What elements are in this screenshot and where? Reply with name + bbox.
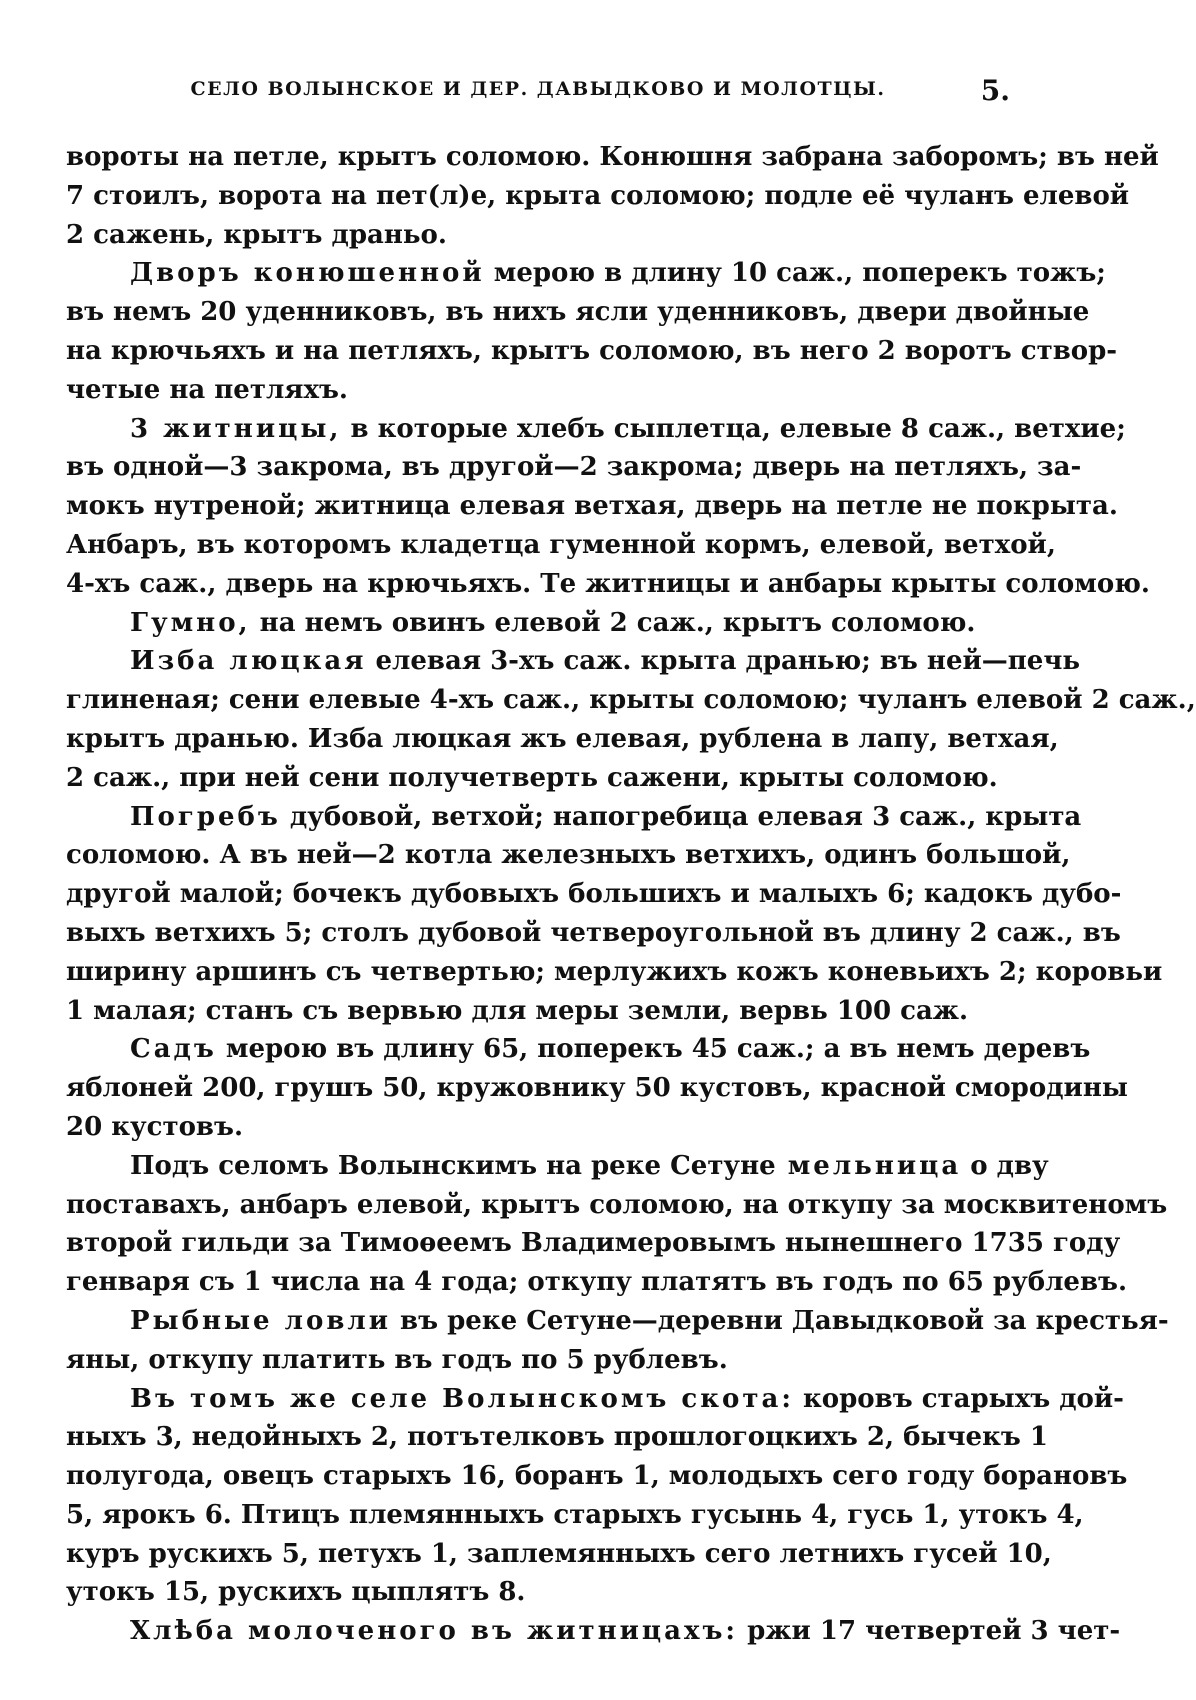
text-line: 7 стоилъ, ворота на пет(л)е, крыта соломою; подле её чуланъ елевой <box>66 180 1130 211</box>
paragraph-lead: Погребъ <box>130 801 281 832</box>
paragraph <box>66 1030 1128 1146</box>
text-line: Дворъ конюшенной мерою в длину 10 саж., поперекъ тожъ; <box>130 258 1106 289</box>
text-line: второй гильди за Тимоѳеемъ Владимеровымъ нынешнего 1735 году <box>66 1228 1121 1259</box>
text-line: 3 житницы, в которые хлебъ сыплетца, елевые 8 саж., ветхие; <box>130 413 1126 444</box>
text-line: другой малой; бочекъ дубовыхъ большихъ и малыхъ 6; кадокъ дубо- <box>66 879 1122 910</box>
text-line: куръ рускихъ 5, петухъ 1, заплемянныхъ сего летнихъ гусей 10, <box>66 1538 1052 1569</box>
paragraph-lead: Подъ селомъ Волынскимъ на реке Сетуне <box>130 1150 776 1181</box>
text-line: въ немъ 20 уденниковъ, въ нихъ ясли уденниковъ, двери двойные <box>66 297 1090 328</box>
text-line: глиненая; сени елевые 4-хъ саж., крыты соломою; чуланъ елевой 2 саж., <box>66 685 1196 716</box>
paragraph <box>66 604 1010 643</box>
paragraph <box>66 642 1196 797</box>
text-line: ширину аршинъ съ четвертью; мерлужихъ кожъ коневьихъ 2; коровьи <box>66 956 1163 987</box>
running-head: СЕЛО ВОЛЫНСКОЕ И ДЕР. ДАВЫДКОВО И МОЛОТЦЫ. <box>190 78 886 100</box>
paragraph <box>66 138 1159 254</box>
text-line: Садъ мерою въ длину 65, поперекъ 45 саж.; а въ немъ деревъ <box>130 1034 1091 1065</box>
page-header <box>66 74 1010 118</box>
text-line: генваря съ 1 числа на 4 года; откупу платятъ въ годъ по 65 рублевъ. <box>66 1267 1128 1298</box>
paragraph-lead: Садъ <box>130 1034 217 1065</box>
text-line: яны, откупу платить въ годъ по 5 рублевъ. <box>66 1344 728 1375</box>
paragraph <box>66 1302 1169 1380</box>
text-line: 5, ярокъ 6. Птицъ племянныхъ старыхъ гусынь 4, гусь 1, утокъ 4, <box>66 1499 1084 1530</box>
text-line: Хлѣба молоченого въ житницахъ: ржи 17 четвертей 3 чет- <box>130 1616 1121 1647</box>
text-line: Рыбные ловли въ реке Сетуне—деревни Давыдковой за крестья- <box>130 1305 1169 1336</box>
text-line: соломою. А въ ней—2 котла железныхъ ветхихъ, одинъ большой, <box>66 840 1071 871</box>
text-line: 1 малая; станъ съ вервью для меры земли, вервь 100 саж. <box>66 995 969 1026</box>
paragraph <box>66 410 1150 604</box>
paragraph-lead: Дворъ конюшенной <box>130 258 485 289</box>
text-line: въ одной—3 закрома, въ другой—2 закрома; дверь на петляхъ, за- <box>66 452 1082 483</box>
text-line: яблоней 200, грушъ 50, кружовнику 50 кустовъ, красной смородины <box>66 1073 1128 1104</box>
paragraph-lead: Хлѣба молоченого въ житницахъ: <box>130 1616 739 1647</box>
text-line: Погребъ дубовой, ветхой; напогребица елевая 3 саж., крыта <box>130 801 1082 832</box>
text-line: 2 сажень, крытъ драньо. <box>66 219 447 250</box>
text-line: крытъ дранью. Изба люцкая жъ елевая, рублена в лапу, ветхая, <box>66 723 1059 754</box>
paragraph <box>66 798 1163 1031</box>
text-line: 20 кустовъ. <box>66 1111 243 1142</box>
text-line: утокъ 15, рускихъ цыплятъ 8. <box>66 1577 526 1608</box>
text-line: 2 саж., при ней сени получетверть сажени, крыты соломою. <box>66 762 998 793</box>
text-line: четые на петляхъ. <box>66 374 348 405</box>
text-line: полугода, овецъ старыхъ 16, боранъ 1, молодыхъ сего году борановъ <box>66 1461 1128 1492</box>
paragraph-lead: Гумно, <box>130 607 251 638</box>
text-line: 4-хъ саж., дверь на крючьяхъ. Те житницы и анбары крыты соломою. <box>66 568 1150 599</box>
text-line: Анбаръ, въ которомъ кладетца гуменной кормъ, елевой, ветхой, <box>66 529 1056 560</box>
text-line: мокъ нутреной; житница елевая ветхая, дверь на петле не покрыта. <box>66 491 1118 522</box>
body-text <box>66 138 1196 1651</box>
page-number: 5. <box>980 74 1010 107</box>
paragraph-lead: Рыбные ловли <box>130 1305 391 1336</box>
paragraph-lead: Въ томъ же селе Волынскомъ скота: <box>130 1383 794 1414</box>
text-line: Изба люцкая елевая 3-хъ саж. крыта дранью; въ ней—печь <box>130 646 1081 677</box>
text-line: выхъ ветхихъ 5; столъ дубовой четвероугольной въ длину 2 саж., въ <box>66 917 1121 948</box>
text-line: поставахъ, анбаръ елевой, крытъ соломою, на откупу за москвитеномъ <box>66 1189 1168 1220</box>
text-line: Гумно, на немъ овинъ елевой 2 саж., крытъ соломою. <box>130 607 976 638</box>
paragraph-lead: 3 житницы, <box>130 413 342 444</box>
paragraph <box>66 1147 1168 1302</box>
paragraph <box>66 1612 1121 1651</box>
paragraph-lead: Изба люцкая <box>130 646 367 677</box>
text-line: ныхъ 3, недойныхъ 2, потътелковъ прошлогоцкихъ 2, бычекъ 1 <box>66 1422 1048 1453</box>
paragraph <box>66 254 1118 409</box>
paragraph-lead-emphasis: мельница <box>775 1150 962 1181</box>
text-line: на крючьяхъ и на петляхъ, крытъ соломою, въ него 2 воротъ створ- <box>66 335 1118 366</box>
text-line: вороты на петле, крытъ соломою. Конюшня забрана заборомъ; въ ней <box>66 142 1159 172</box>
paragraph <box>66 1380 1128 1613</box>
text-line: Подъ селомъ Волынскимъ на реке Сетуне мельница о дву <box>130 1150 1049 1181</box>
text-line: Въ томъ же селе Волынскомъ скота: коровъ старыхъ дой- <box>130 1383 1124 1414</box>
